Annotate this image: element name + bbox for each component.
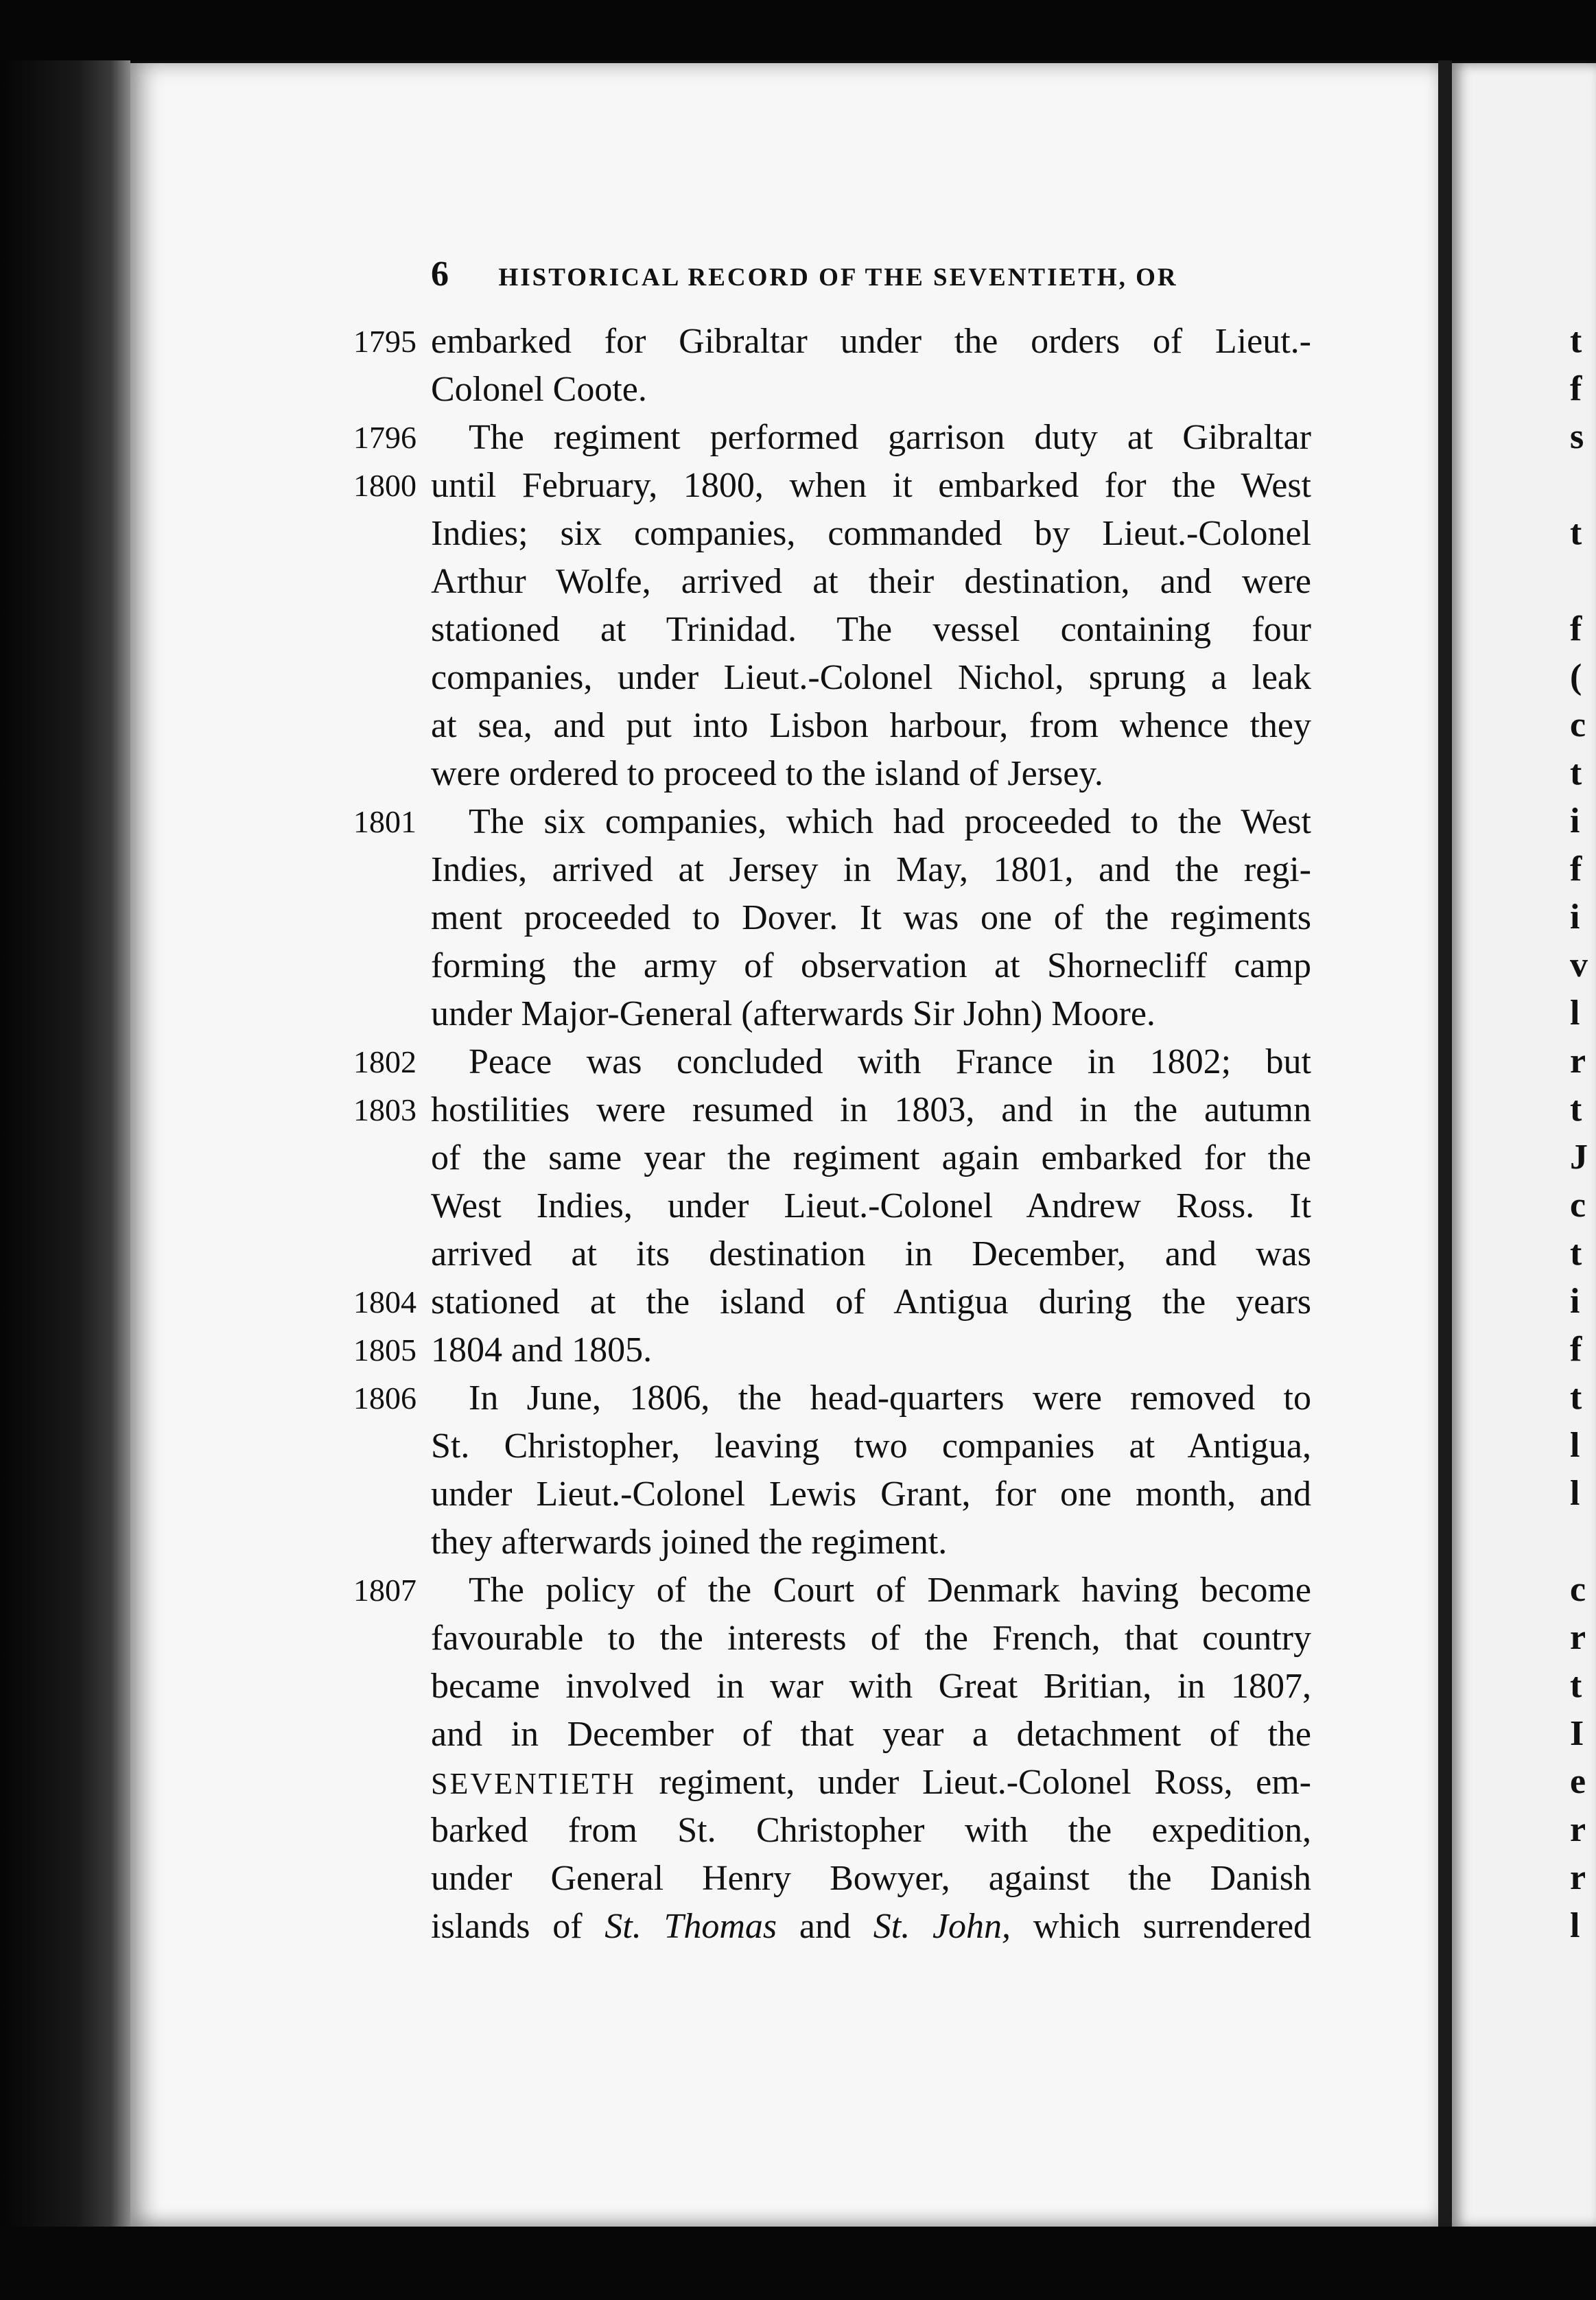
text-line: they afterwards joined the regiment. <box>431 1523 948 1562</box>
margin-year: 1806 <box>353 1381 416 1416</box>
text-line: companies, under Lieut.-Colonel Nichol, sprung a leak <box>431 658 1311 697</box>
text-line: Indies; six companies, commanded by Lieut.-Colonel <box>431 514 1311 553</box>
adjacent-page-letter: ( <box>1570 657 1582 696</box>
text-run: regiment, under Lieut.-Colonel Ross, em- <box>659 1763 1312 1802</box>
adjacent-page-letter: r <box>1570 1858 1586 1897</box>
adjacent-page-letter: t <box>1570 1234 1582 1273</box>
text-line: The regiment performed garrison duty at Gibraltar <box>469 418 1311 457</box>
adjacent-page-letter: l <box>1570 1426 1580 1465</box>
adjacent-page-letter: f <box>1570 1330 1582 1369</box>
adjacent-page-letter: e <box>1570 1762 1586 1801</box>
adjacent-page-letter: i <box>1570 897 1580 937</box>
adjacent-page-letter: t <box>1570 1666 1582 1705</box>
adjacent-page-letter: r <box>1570 1810 1586 1849</box>
adjacent-page-letter: t <box>1570 513 1582 552</box>
text-run: and <box>799 1907 852 1946</box>
adjacent-page-letter: v <box>1570 946 1588 985</box>
margin-year: 1807 <box>353 1573 416 1608</box>
adjacent-page-letter: i <box>1570 801 1580 841</box>
margin-year: 1795 <box>353 324 416 359</box>
text-line: and in December of that year a detachment of the <box>431 1715 1311 1754</box>
margin-year: 1804 <box>353 1284 416 1319</box>
text-line: Arthur Wolfe, arrived at their destination, and were <box>431 562 1311 601</box>
adjacent-page-letter: c <box>1570 1186 1586 1225</box>
text-run: islands of <box>431 1907 583 1946</box>
adjacent-page-letter: s <box>1570 417 1584 456</box>
text-run: which surrendered <box>1033 1907 1312 1946</box>
text-line <box>431 1759 1311 1807</box>
margin-year: 1800 <box>353 468 416 503</box>
place-name-italic: St. Thomas <box>605 1907 777 1946</box>
running-header <box>431 254 1311 294</box>
page-number: 6 <box>431 255 449 294</box>
text-line: St. Christopher, leaving two companies at Antigua, <box>431 1427 1311 1466</box>
text-line: stationed at Trinidad. The vessel containing four <box>431 610 1311 649</box>
adjacent-page-letter: c <box>1570 705 1586 744</box>
text-line: ment proceeded to Dover. It was one of the regiments <box>431 898 1311 937</box>
scan-top-border <box>0 0 1596 60</box>
text-line: until February, 1800, when it embarked for the West <box>431 466 1311 505</box>
adjacent-page-letter: f <box>1570 369 1582 408</box>
text-line: were ordered to proceed to the island of Jersey. <box>431 754 1103 793</box>
text-line: under Major-General (afterwards Sir John) Moore. <box>431 994 1155 1033</box>
text-line: under Lieut.-Colonel Lewis Grant, for one month, and <box>431 1475 1311 1514</box>
text-line: embarked for Gibraltar under the orders of Lieut.- <box>431 322 1311 361</box>
text-line: stationed at the island of Antigua during the years <box>431 1282 1311 1322</box>
adjacent-page-letter: c <box>1570 1570 1586 1609</box>
adjacent-page-letter: f <box>1570 609 1582 648</box>
text-line: under General Henry Bowyer, against the Danish <box>431 1859 1311 1898</box>
place-name-italic: St. John, <box>873 1907 1011 1946</box>
text-line: In June, 1806, the head-quarters were removed to <box>469 1378 1311 1418</box>
scan-bottom-border <box>0 2227 1596 2300</box>
adjacent-page-letter: r <box>1570 1618 1586 1657</box>
running-title: HISTORICAL RECORD OF THE SEVENTIETH, OR <box>498 263 1178 292</box>
margin-year: 1796 <box>353 420 416 455</box>
text-line: became involved in war with Great Britian, in 1807, <box>431 1667 1311 1706</box>
adjacent-page-letter: t <box>1570 1090 1582 1129</box>
text-line: favourable to the interests of the French, that country <box>431 1619 1311 1658</box>
text-line: hostilities were resumed in 1803, and in the autumn <box>431 1090 1311 1129</box>
adjacent-page-letter: l <box>1570 1906 1580 1945</box>
margin-year: 1801 <box>353 804 416 839</box>
text-line: Indies, arrived at Jersey in May, 1801, and the regi- <box>431 850 1311 889</box>
adjacent-page-letter: l <box>1570 1474 1580 1513</box>
text-line: The policy of the Court of Denmark having become <box>469 1571 1311 1610</box>
adjacent-page-letter: I <box>1570 1714 1584 1753</box>
text-line: The six companies, which had proceeded to the West <box>469 802 1311 841</box>
text-line: arrived at its destination in December, and was <box>431 1234 1311 1274</box>
text-line: Peace was concluded with France in 1802; but <box>469 1042 1311 1081</box>
adjacent-page-letter: i <box>1570 1282 1580 1321</box>
adjacent-page-letter: f <box>1570 849 1582 889</box>
text-line: forming the army of observation at Shornecliff camp <box>431 946 1311 985</box>
regiment-name-smallcaps: SEVENTIETH <box>431 1767 636 1800</box>
margin-year: 1805 <box>353 1333 416 1368</box>
adjacent-page-letter: r <box>1570 1042 1586 1081</box>
text-line: West Indies, under Lieut.-Colonel Andrew Ross. It <box>431 1186 1311 1225</box>
book-binding-shadow <box>0 60 130 2229</box>
page-gutter <box>1438 60 1452 2229</box>
text-line <box>431 1903 1311 1951</box>
text-line: at sea, and put into Lisbon harbour, from whence they <box>431 706 1311 745</box>
margin-year: 1802 <box>353 1044 416 1079</box>
adjacent-page-letter: J <box>1570 1138 1588 1177</box>
text-line: barked from St. Christopher with the expedition, <box>431 1811 1311 1850</box>
adjacent-page-letter: t <box>1570 1378 1582 1417</box>
margin-year: 1803 <box>353 1092 416 1127</box>
text-line: of the same year the regiment again embarked for the <box>431 1138 1311 1177</box>
text-line: Colonel Coote. <box>431 370 647 409</box>
text-line: 1804 and 1805. <box>431 1330 653 1370</box>
adjacent-page-letter: t <box>1570 321 1582 360</box>
adjacent-page-letter: t <box>1570 753 1582 793</box>
adjacent-page-letter: l <box>1570 994 1580 1033</box>
